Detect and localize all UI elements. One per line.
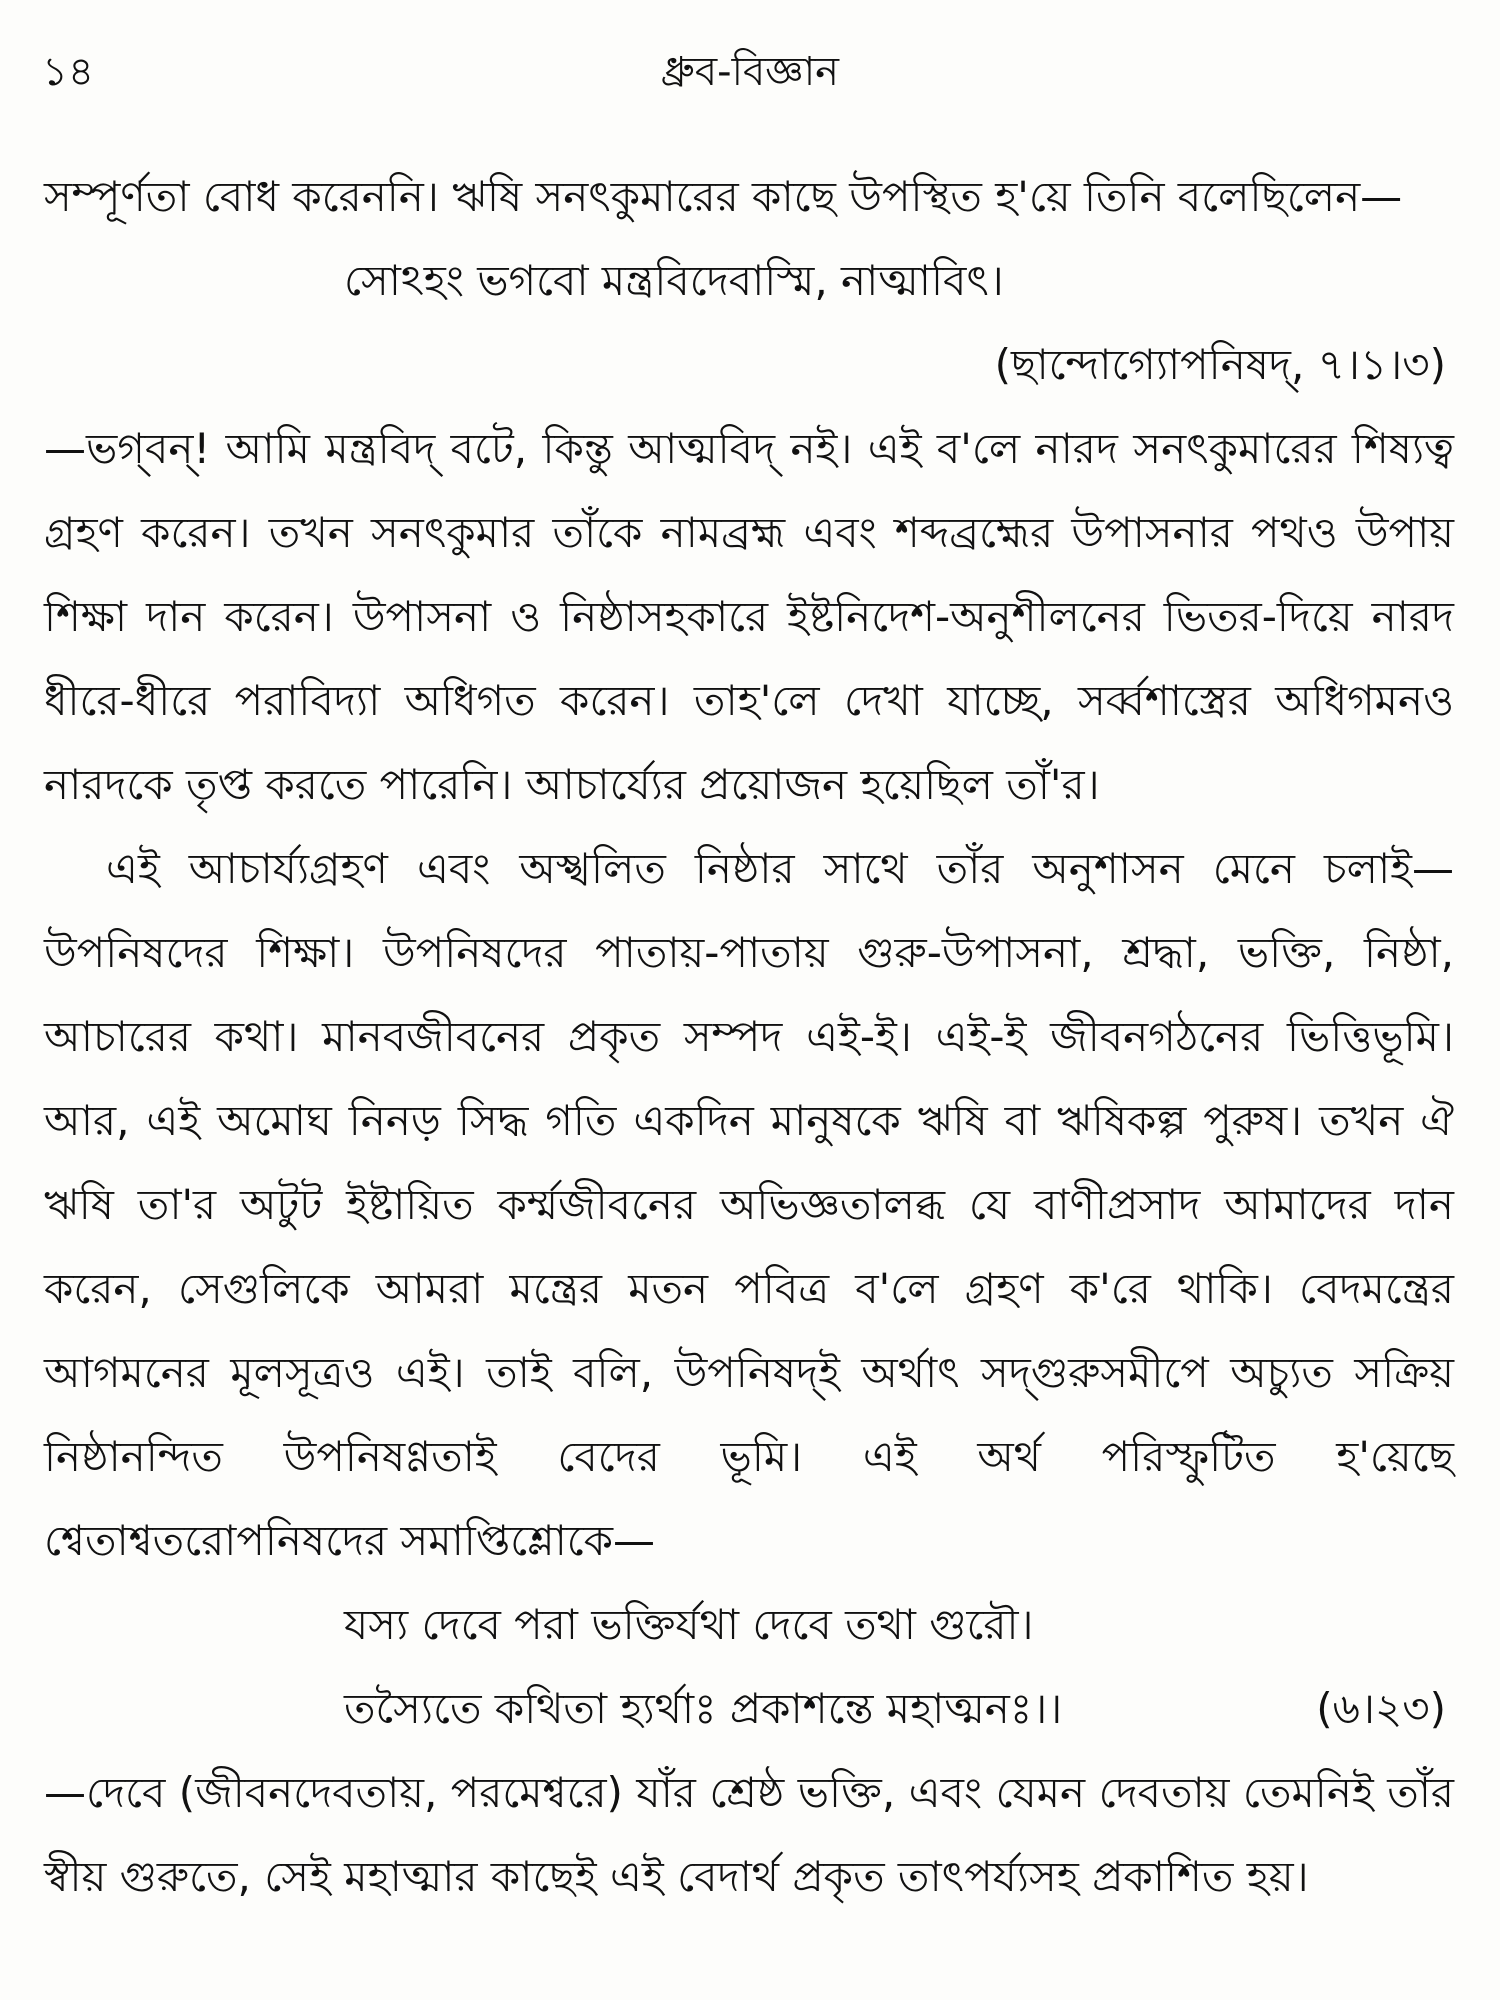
verse-svetasvatara-line-1: যস্য দেবে পরা ভক্তির্যথা দেবে তথা গুরৌ। <box>344 1600 1034 1649</box>
paragraph-3: এই আচার্য্যগ্রহণ এবং অস্খলিত নিষ্ঠার সাথে তাঁর অনুশাসন মেনে চলাই—উপনিষদের শিক্ষা। উপনিষদের পাতায়-পাতায় গুরু-উপাসনা, শ্রদ্ধা, ভক্তি, নিষ্ঠা, আচারের কথা। মানবজীবনের প্রকৃত সম্পদ এই-ই। এই-ই জীবনগঠনের ভিত্তিভূমি। আর, এই অমোঘ নিনড় সিদ্ধ গতি একদিন মানুষকে ঋষি বা ঋষিকল্প পুরুষ। তখন ঐ ঋষি তা'র অটুট ইষ্টায়িত কর্ম্মজীবনের অভিজ্ঞতালব্ধ যে বাণীপ্রসাদ আমাদের দান করেন, সেগুলিকে আমরা মন্ত্রের মতন পবিত্র ব'লে গ্রহণ ক'রে থাকি। বেদমন্ত্রের আগমনের মূলসূত্রও এই। তাই বলি, উপনিষদ্‌ই অর্থাৎ সদ্‌গুরুসমীপে অচ্যুত সক্রিয় নিষ্ঠানন্দিত উপনিষণ্ণতাই বেদের ভূমি। এই অর্থ পরিস্ফুটিত হ'য়েছে শ্বেতাশ্বতরোপনিষদের সমাপ্তিশ্লোকে— <box>44 844 1454 1565</box>
verse-svetasvatara-line-2-row <box>44 1667 1454 1751</box>
paragraph-2: —ভগ্‌বন্! আমি মন্ত্রবিদ্ বটে, কিন্তু আত্মবিদ্ নই। এই ব'লে নারদ সনৎকুমারের শিষ্যত্ব গ্রহণ করেন। তখন সনৎকুমার তাঁকে নামব্রহ্ম এবং শব্দব্রহ্মের উপাসনার পথও উপায় শিক্ষা দান করেন। উপাসনা ও নিষ্ঠাসহকারে ইষ্টনিদেশ-অনুশীলনের ভিতর-দিয়ে নারদ ধীরে-ধীরে পরাবিদ্যা অধিগত করেন। তাহ'লে দেখা যাচ্ছে, সর্ব্বশাস্ত্রের অধিগমনও নারদকে তৃপ্ত করতে পারেনি। আচার্য্যের প্রয়োজন হয়েছিল তাঁ'র। <box>44 424 1454 809</box>
verse-svetasvatara-line-2: তস্যৈতে কথিতা হ্যর্থাঃ প্রকাশন্তে মহাত্মনঃ।। <box>344 1684 1063 1733</box>
citation-svetasvatara: (৬।২৩) <box>1316 1684 1446 1733</box>
paragraph-1: সম্পূর্ণতা বোধ করেননি। ঋষি সনৎকুমারের কাছে উপস্থিত হ'য়ে তিনি বলেছিলেন— <box>44 172 1403 221</box>
citation-chandogya: (ছান্দোগ্যোপনিষদ্, ৭।১।৩) <box>994 340 1446 389</box>
paragraph-4: —দেবে (জীবনদেবতায়, পরমেশ্বরে) যাঁর শ্রেষ্ঠ ভক্তি, এবং যেমন দেবতায় তেমনিই তাঁর স্বীয় গুরুতে, সেই মহাত্মার কাছেই এই বেদার্থ প্রকৃত তাৎপর্য্যসহ প্রকাশিত হয়। <box>44 1768 1454 1901</box>
page-header <box>42 42 1458 102</box>
verse-chandogya: সোঽহং ভগবো মন্ত্রবিদেবাস্মি, নাত্মাবিৎ। <box>344 256 1004 305</box>
page-number: ১৪ <box>42 49 94 95</box>
running-title: ধ্রুব-বিজ্ঞান <box>660 49 840 95</box>
body-text <box>44 155 1454 1919</box>
